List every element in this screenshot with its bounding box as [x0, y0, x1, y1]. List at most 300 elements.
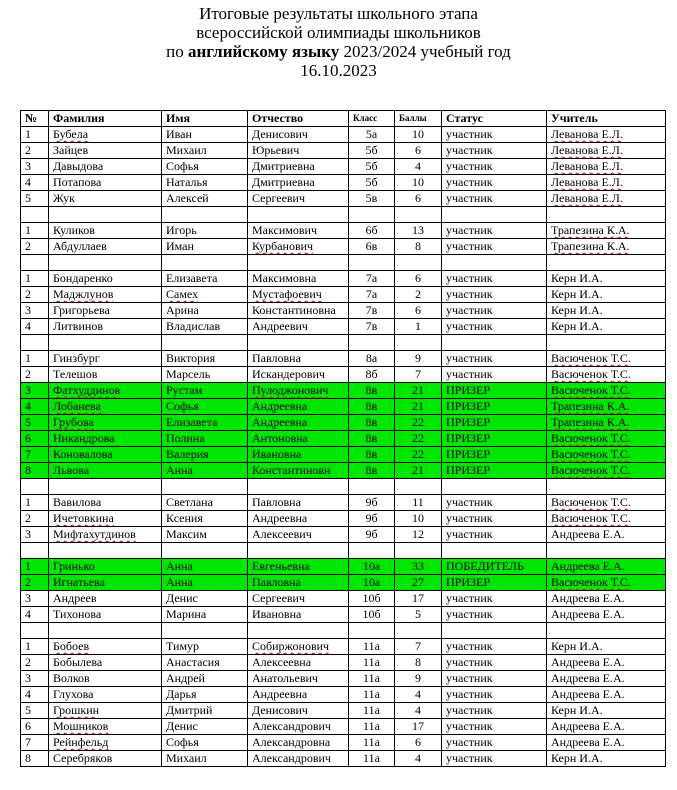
- spellcheck-underlined-text: Васюченок Т.С.: [551, 383, 631, 397]
- cell-teacher: [547, 159, 666, 175]
- cell-class: 7а: [349, 287, 395, 303]
- cell-name: Софья: [162, 399, 248, 415]
- cell-teacher: [547, 127, 666, 143]
- cell-teacher: Андреева Е.А.: [547, 655, 666, 671]
- cell-class: 5б: [349, 143, 395, 159]
- cell-patronymic: Юрьевич: [248, 143, 349, 159]
- cell-class: 7в: [349, 319, 395, 335]
- cell-surname: [49, 511, 162, 527]
- cell-patronymic: Денисович: [248, 127, 349, 143]
- cell-surname: Серебряков: [49, 751, 162, 767]
- cell-class: 5б: [349, 175, 395, 191]
- table-row: [21, 751, 666, 767]
- table-row: [21, 511, 666, 527]
- cell-name: Анна: [162, 575, 248, 591]
- cell-patronymic: Андреевна: [248, 399, 349, 415]
- empty-separator-row: [21, 623, 666, 639]
- empty-cell: [395, 207, 442, 223]
- cell-surname: Волков: [49, 671, 162, 687]
- cell-class: 9б: [349, 511, 395, 527]
- cell-surname: Глухова: [49, 687, 162, 703]
- cell-name: Наталья: [162, 175, 248, 191]
- cell-patronymic: Искандерович: [248, 367, 349, 383]
- spellcheck-underlined-text: Леванова Е.Л.: [551, 159, 623, 173]
- spellcheck-underlined-text: Грошкин: [53, 703, 100, 717]
- cell-class: 8в: [349, 431, 395, 447]
- cell-status: участник: [442, 143, 547, 159]
- cell-score: 4: [395, 703, 442, 719]
- cell-class: 8б: [349, 367, 395, 383]
- cell-score: 8: [395, 655, 442, 671]
- cell-teacher: [547, 175, 666, 191]
- cell-status: участник: [442, 159, 547, 175]
- cell-number: 7: [21, 447, 49, 463]
- cell-teacher: Керн И.А.: [547, 319, 666, 335]
- table-row: [21, 191, 666, 207]
- cell-class: 5а: [349, 127, 395, 143]
- empty-cell: [49, 255, 162, 271]
- cell-patronymic: Дмитриевна: [248, 159, 349, 175]
- cell-name: Дмитрий: [162, 703, 248, 719]
- spellcheck-underlined-text: Курбанович: [252, 239, 314, 253]
- spellcheck-underlined-text: Мустафоевич: [252, 287, 322, 301]
- cell-patronymic: Денисович: [248, 703, 349, 719]
- cell-status: участник: [442, 735, 547, 751]
- cell-score: 21: [395, 399, 442, 415]
- cell-number: 2: [21, 575, 49, 591]
- spellcheck-underlined-text: Лобанева: [53, 399, 101, 413]
- cell-number: 3: [21, 671, 49, 687]
- cell-number: 4: [21, 687, 49, 703]
- cell-status: участник: [442, 271, 547, 287]
- cell-number: 3: [21, 303, 49, 319]
- spellcheck-underlined-text: Васюченок Т.С.: [551, 431, 631, 445]
- cell-patronymic: Андреевич: [248, 319, 349, 335]
- empty-cell: [49, 479, 162, 495]
- cell-surname: Львова: [49, 463, 162, 479]
- empty-cell: [248, 207, 349, 223]
- cell-status: участник: [442, 367, 547, 383]
- spellcheck-underlined-text: Ичетовкина: [53, 511, 114, 525]
- header-number: №: [21, 111, 49, 127]
- cell-number: 4: [21, 175, 49, 191]
- cell-number: 1: [21, 639, 49, 655]
- cell-number: 1: [21, 223, 49, 239]
- cell-teacher: [547, 431, 666, 447]
- cell-score: 6: [395, 143, 442, 159]
- cell-number: 3: [21, 591, 49, 607]
- cell-class: 11а: [349, 703, 395, 719]
- table-row: [21, 735, 666, 751]
- cell-status: участник: [442, 319, 547, 335]
- table-row: [21, 159, 666, 175]
- cell-number: 1: [21, 127, 49, 143]
- table-row: [21, 383, 666, 399]
- empty-cell: [442, 335, 547, 351]
- cell-score: 21: [395, 383, 442, 399]
- spellcheck-underlined-text: Васюченок Т.С.: [551, 511, 631, 525]
- cell-surname: [49, 383, 162, 399]
- table-row: [21, 639, 666, 655]
- cell-teacher: Керн И.А.: [547, 271, 666, 287]
- cell-score: 21: [395, 463, 442, 479]
- cell-teacher: Керн И.А.: [547, 639, 666, 655]
- spellcheck-underlined-text: Собиржонович: [252, 639, 330, 653]
- cell-number: 6: [21, 431, 49, 447]
- empty-cell: [162, 207, 248, 223]
- empty-cell: [21, 255, 49, 271]
- cell-patronymic: Евгеньевна: [248, 559, 349, 575]
- table-row: [21, 143, 666, 159]
- empty-cell: [395, 623, 442, 639]
- empty-cell: [49, 207, 162, 223]
- cell-name: Марина: [162, 607, 248, 623]
- cell-score: 22: [395, 431, 442, 447]
- cell-status: ПРИЗЕР: [442, 575, 547, 591]
- cell-score: 11: [395, 495, 442, 511]
- empty-cell: [395, 479, 442, 495]
- cell-number: 2: [21, 511, 49, 527]
- cell-status: участник: [442, 607, 547, 623]
- cell-class: 8в: [349, 463, 395, 479]
- cell-number: 2: [21, 655, 49, 671]
- table-row: [21, 351, 666, 367]
- empty-cell: [547, 335, 666, 351]
- cell-status: участник: [442, 751, 547, 767]
- empty-cell: [21, 623, 49, 639]
- table-row: [21, 431, 666, 447]
- empty-cell: [21, 479, 49, 495]
- cell-number: 4: [21, 607, 49, 623]
- cell-name: Иман: [162, 239, 248, 255]
- cell-score: 5: [395, 607, 442, 623]
- cell-patronymic: Антоновна: [248, 431, 349, 447]
- cell-patronymic: Павловна: [248, 351, 349, 367]
- cell-name: Рустам: [162, 383, 248, 399]
- empty-cell: [248, 623, 349, 639]
- cell-patronymic: Александровна: [248, 735, 349, 751]
- empty-cell: [547, 479, 666, 495]
- cell-surname: Зайцев: [49, 143, 162, 159]
- cell-class: 7а: [349, 271, 395, 287]
- cell-status: ПОБЕДИТЕЛЬ: [442, 559, 547, 575]
- cell-name: Анна: [162, 559, 248, 575]
- cell-patronymic: Андреевна: [248, 687, 349, 703]
- empty-cell: [248, 335, 349, 351]
- cell-number: 3: [21, 159, 49, 175]
- cell-patronymic: Андреевна: [248, 511, 349, 527]
- cell-teacher: Андреева Е.А.: [547, 735, 666, 751]
- cell-patronymic: Константиновн: [248, 463, 349, 479]
- empty-cell: [162, 479, 248, 495]
- cell-name: Денис: [162, 591, 248, 607]
- spellcheck-underlined-text: Мошников: [53, 719, 109, 733]
- cell-status: ПРИЗЕР: [442, 415, 547, 431]
- cell-number: 1: [21, 351, 49, 367]
- cell-surname: Вавилова: [49, 495, 162, 511]
- cell-number: 4: [21, 319, 49, 335]
- cell-surname: Куликов: [49, 223, 162, 239]
- cell-patronymic: Павловна: [248, 495, 349, 511]
- cell-status: участник: [442, 127, 547, 143]
- cell-surname: Бондаренко: [49, 271, 162, 287]
- empty-cell: [349, 255, 395, 271]
- cell-teacher: [547, 239, 666, 255]
- cell-name: Арина: [162, 303, 248, 319]
- cell-status: участник: [442, 591, 547, 607]
- cell-teacher: [547, 495, 666, 511]
- cell-teacher: Андреева Е.А.: [547, 671, 666, 687]
- empty-cell: [547, 543, 666, 559]
- empty-cell: [162, 623, 248, 639]
- cell-number: 8: [21, 463, 49, 479]
- empty-cell: [49, 335, 162, 351]
- cell-patronymic: Ивановна: [248, 447, 349, 463]
- cell-patronymic: Алексеевич: [248, 527, 349, 543]
- header-surname: Фамилия: [49, 111, 162, 127]
- cell-score: 6: [395, 303, 442, 319]
- cell-teacher: Керн И.А.: [547, 303, 666, 319]
- cell-name: [162, 287, 248, 303]
- spellcheck-underlined-text: Грубова: [53, 415, 94, 429]
- cell-teacher: Андреева Е.А.: [547, 719, 666, 735]
- cell-name: Софья: [162, 735, 248, 751]
- cell-name: Денис: [162, 719, 248, 735]
- cell-patronymic: Александрович: [248, 719, 349, 735]
- empty-cell: [395, 335, 442, 351]
- cell-teacher: Андреева Е.А.: [547, 527, 666, 543]
- spellcheck-underlined-text: Бобоев: [53, 639, 90, 653]
- empty-cell: [162, 255, 248, 271]
- cell-number: 1: [21, 271, 49, 287]
- cell-score: 10: [395, 127, 442, 143]
- title-date: 16.10.2023: [300, 61, 377, 80]
- cell-class: 11а: [349, 751, 395, 767]
- cell-score: 27: [395, 575, 442, 591]
- cell-score: 6: [395, 271, 442, 287]
- cell-class: 8а: [349, 351, 395, 367]
- empty-cell: [21, 543, 49, 559]
- spellcheck-underlined-text: Трапезина К.А.: [551, 415, 630, 429]
- cell-patronymic: Дмитриевна: [248, 175, 349, 191]
- spellcheck-underlined-text: Васюченок Т.С.: [551, 575, 631, 589]
- spellcheck-underlined-text: Маджлунов: [53, 287, 114, 301]
- cell-name: Анна: [162, 463, 248, 479]
- cell-class: 6б: [349, 223, 395, 239]
- cell-status: участник: [442, 511, 547, 527]
- cell-name: Валерия: [162, 447, 248, 463]
- header-patronymic: Отчество: [248, 111, 349, 127]
- cell-class: 10а: [349, 559, 395, 575]
- empty-cell: [442, 255, 547, 271]
- cell-class: 6в: [349, 239, 395, 255]
- cell-surname: Телешов: [49, 367, 162, 383]
- cell-status: ПРИЗЕР: [442, 463, 547, 479]
- cell-status: участник: [442, 191, 547, 207]
- cell-patronymic: [248, 287, 349, 303]
- cell-surname: Гринько: [49, 559, 162, 575]
- spellcheck-underlined-text: Рейнфельд: [53, 735, 109, 749]
- cell-name: Максим: [162, 527, 248, 543]
- cell-score: 33: [395, 559, 442, 575]
- cell-class: 5в: [349, 191, 395, 207]
- table-row: [21, 319, 666, 335]
- spellcheck-underlined-text: Бубела: [53, 127, 89, 141]
- cell-name: Андрей: [162, 671, 248, 687]
- cell-surname: Абдуллаев: [49, 239, 162, 255]
- empty-cell: [395, 255, 442, 271]
- spellcheck-underlined-text: Самех: [166, 287, 199, 301]
- header-class: Класс: [349, 111, 395, 127]
- empty-cell: [349, 479, 395, 495]
- cell-patronymic: Максимовна: [248, 271, 349, 287]
- header-name: Имя: [162, 111, 248, 127]
- table-row: [21, 527, 666, 543]
- cell-score: 6: [395, 191, 442, 207]
- table-row: [21, 223, 666, 239]
- cell-patronymic: Ивановна: [248, 607, 349, 623]
- cell-class: 8в: [349, 399, 395, 415]
- cell-name: Алексей: [162, 191, 248, 207]
- empty-cell: [248, 479, 349, 495]
- cell-name: Дарья: [162, 687, 248, 703]
- table-row: [21, 239, 666, 255]
- cell-patronymic: Сергеевич: [248, 191, 349, 207]
- cell-patronymic: Павловна: [248, 575, 349, 591]
- spellcheck-underlined-text: Мифтахутдинов: [53, 527, 136, 541]
- spellcheck-underlined-text: Васюченок Т.С.: [551, 367, 631, 381]
- cell-number: 4: [21, 399, 49, 415]
- cell-class: 5б: [349, 159, 395, 175]
- empty-separator-row: [21, 479, 666, 495]
- cell-surname: [49, 399, 162, 415]
- cell-teacher: [547, 143, 666, 159]
- cell-surname: Тихонова: [49, 607, 162, 623]
- cell-status: участник: [442, 655, 547, 671]
- cell-score: 6: [395, 735, 442, 751]
- title-line-3: [0, 42, 677, 61]
- results-table: [20, 110, 666, 767]
- empty-separator-row: [21, 207, 666, 223]
- cell-status: участник: [442, 639, 547, 655]
- empty-cell: [349, 623, 395, 639]
- cell-score: 7: [395, 639, 442, 655]
- cell-name: Михаил: [162, 143, 248, 159]
- cell-score: 4: [395, 687, 442, 703]
- cell-name: Елизавета: [162, 271, 248, 287]
- cell-class: 10б: [349, 607, 395, 623]
- cell-status: участник: [442, 239, 547, 255]
- empty-separator-row: [21, 335, 666, 351]
- title-line-3-suffix: 2023/2024 учебный год: [339, 42, 511, 61]
- cell-patronymic: Анатольевич: [248, 671, 349, 687]
- cell-surname: Жук: [49, 191, 162, 207]
- spellcheck-underlined-text: Трапезина К.А.: [551, 223, 630, 237]
- table-body: [21, 127, 666, 767]
- empty-cell: [349, 335, 395, 351]
- cell-status: участник: [442, 175, 547, 191]
- empty-cell: [49, 543, 162, 559]
- cell-score: 7: [395, 367, 442, 383]
- table-row: [21, 495, 666, 511]
- cell-surname: Андреев: [49, 591, 162, 607]
- spellcheck-underlined-text: Леванова Е.Л.: [551, 127, 623, 141]
- cell-patronymic: [248, 383, 349, 399]
- cell-number: 2: [21, 143, 49, 159]
- cell-status: участник: [442, 303, 547, 319]
- cell-name: Елизавета: [162, 415, 248, 431]
- title-line-1: Итоговые результаты школьного этапа: [199, 4, 478, 23]
- cell-number: 8: [21, 751, 49, 767]
- cell-number: 5: [21, 191, 49, 207]
- cell-status: участник: [442, 671, 547, 687]
- cell-teacher: [547, 575, 666, 591]
- spellcheck-underlined-text: Фатхуддинов: [53, 383, 121, 397]
- cell-name: Владислав: [162, 319, 248, 335]
- cell-teacher: Андреева Е.А.: [547, 607, 666, 623]
- cell-surname: Давыдова: [49, 159, 162, 175]
- cell-score: 17: [395, 591, 442, 607]
- cell-teacher: Андреева Е.А.: [547, 559, 666, 575]
- table-row: [21, 127, 666, 143]
- cell-status: участник: [442, 719, 547, 735]
- cell-class: 8в: [349, 383, 395, 399]
- spellcheck-underlined-text: Леванова Е.Л.: [551, 191, 623, 205]
- cell-status: участник: [442, 527, 547, 543]
- cell-teacher: [547, 351, 666, 367]
- table-row: [21, 655, 666, 671]
- table-header-row: [21, 111, 666, 127]
- cell-class: 11а: [349, 687, 395, 703]
- table-row: [21, 575, 666, 591]
- cell-teacher: Керн И.А.: [547, 703, 666, 719]
- cell-status: ПРИЗЕР: [442, 383, 547, 399]
- empty-cell: [49, 623, 162, 639]
- cell-number: 7: [21, 735, 49, 751]
- empty-cell: [442, 543, 547, 559]
- cell-name: Полина: [162, 431, 248, 447]
- cell-score: 4: [395, 159, 442, 175]
- cell-name: Михаил: [162, 751, 248, 767]
- header-teacher: Учитель: [547, 111, 666, 127]
- table-row: [21, 447, 666, 463]
- cell-status: участник: [442, 287, 547, 303]
- table-row: [21, 607, 666, 623]
- cell-surname: [49, 639, 162, 655]
- spellcheck-underlined-text: Трапезина К.А.: [551, 399, 630, 413]
- empty-separator-row: [21, 543, 666, 559]
- cell-teacher: [547, 191, 666, 207]
- cell-patronymic: Андреевна: [248, 415, 349, 431]
- cell-score: 8: [395, 239, 442, 255]
- cell-teacher: Керн И.А.: [547, 287, 666, 303]
- cell-surname: [49, 527, 162, 543]
- title-subject: английскому языку: [188, 42, 340, 61]
- cell-number: 2: [21, 239, 49, 255]
- cell-surname: [49, 415, 162, 431]
- cell-teacher: [547, 383, 666, 399]
- cell-teacher: [547, 447, 666, 463]
- cell-surname: Коновалова: [49, 447, 162, 463]
- empty-cell: [21, 335, 49, 351]
- cell-patronymic: Максимович: [248, 223, 349, 239]
- spellcheck-underlined-text: Васюченок Т.С.: [551, 351, 631, 365]
- empty-cell: [162, 543, 248, 559]
- cell-class: 10б: [349, 591, 395, 607]
- cell-surname: [49, 735, 162, 751]
- empty-cell: [248, 543, 349, 559]
- cell-class: 9б: [349, 527, 395, 543]
